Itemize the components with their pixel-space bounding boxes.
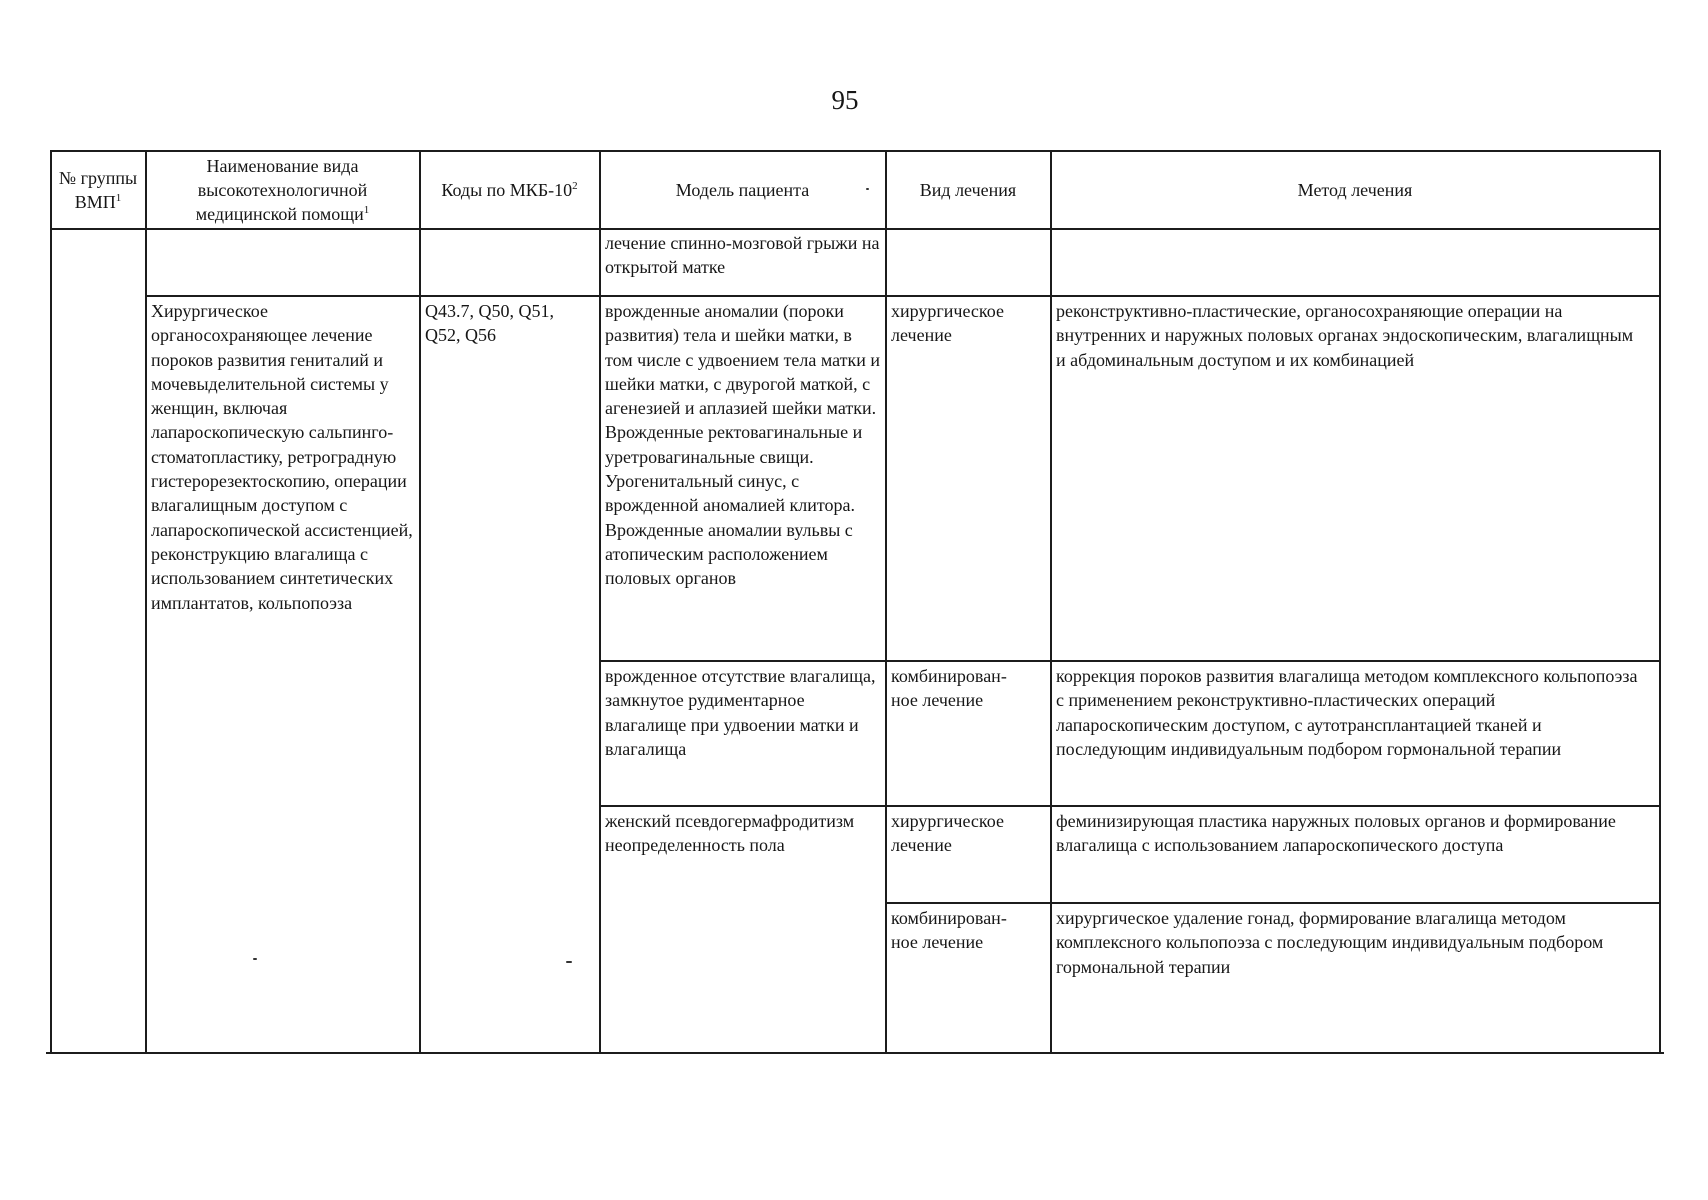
header-treatment-method <box>1051 152 1659 228</box>
patient-model-row-3: женский псевдогермафродитизм неопределенность пола <box>605 811 855 856</box>
header-treatment-type <box>886 152 1050 228</box>
page-number: 95 <box>831 85 859 115</box>
header-patient-model <box>600 152 885 228</box>
footnote-mark: 2 <box>572 180 578 192</box>
treatment-type-row-4: комбинирован-ное лечение <box>891 908 1007 953</box>
footnote-mark: 1 <box>363 204 370 216</box>
header-treatment-type-text: Вид лечения <box>919 180 1017 200</box>
icd-codes-cell: Q43.7, Q50, Q51, Q52, Q56 <box>425 301 554 346</box>
scan-speck <box>566 961 572 963</box>
vmp-name-cell: Хирургическое органосохраняющее лечение пороков развития гениталий и мочевыделительной системы у женщин, включая лапароскопическую сальпинго-стоматопластику, ретроградную гистерорезектоскопию, операции влагалищным доступом с лапароскопической ассистенцией, реконструкцию влагалища с использованием синтетических имплантатов, кольпопоэза <box>151 301 413 613</box>
continuation-patient-model: лечение спинно-мозговой грыжи на открытой матке <box>605 233 880 278</box>
treatment-method-row-4: хирургическое удаление гонад, формирование влагалища методом комплексного кольпопоэза с последующим индивидуальным подбором гормональной терапии <box>1056 908 1604 977</box>
header-group-number-text: № группы ВМП <box>58 168 138 212</box>
patient-model-row-2: врожденное отсутствие влагалища, замкнутое рудиментарное влагалище при удвоении матки и влагалища <box>605 666 876 759</box>
header-treatment-method-text: Метод лечения <box>1297 180 1413 200</box>
patient-model-row-1: врожденные аномалии (пороки развития) тела и шейки матки, в том числе с удвоением тела матки и шейки матки, с двурогой маткой, с агенезией и аплазией шейки матки. Врожденные ректовагинальные и уретровагинальные свищи. Урогенитальный синус, с врожденной аномалией клитора. Врожденные аномалии вульвы с атопическим расположением половых органов <box>605 301 881 589</box>
treatment-type-row-3: хирургическое лечение <box>891 811 1004 856</box>
scan-speck <box>253 958 257 960</box>
header-vmp-name <box>146 152 419 228</box>
treatment-method-row-3: феминизирующая пластика наружных половых органов и формирование влагалища с использованием лапароскопического доступа <box>1056 811 1616 856</box>
header-vmp-name-text: Наименование вида высокотехнологичной медицинской помощи <box>195 156 368 224</box>
treatment-method-row-2: коррекция пороков развития влагалища методом комплексного кольпопоэза с применением реконструктивно-пластических операций лапароскопическим доступом, с аутотрансплантацией тканей и последующим индивидуальным подбором гормональной терапии <box>1056 666 1638 759</box>
footnote-mark: 1 <box>115 192 122 204</box>
header-icd-codes-text: Коды по МКБ-10 <box>441 180 573 200</box>
treatment-method-row-1: реконструктивно-пластические, органосохраняющие операции на внутренних и наружных половых органах эндоскопическим, влагалищным и абдоминальным доступом и их комбинацией <box>1056 301 1634 370</box>
treatment-type-row-2: комбинирован-ное лечение <box>891 666 1007 711</box>
header-icd-codes <box>420 152 599 228</box>
scan-speck <box>866 188 869 190</box>
header-patient-model-text: Модель пациента <box>675 180 810 200</box>
header-group-number <box>51 152 145 228</box>
treatment-type-row-1: хирургическое лечение <box>891 301 1004 346</box>
